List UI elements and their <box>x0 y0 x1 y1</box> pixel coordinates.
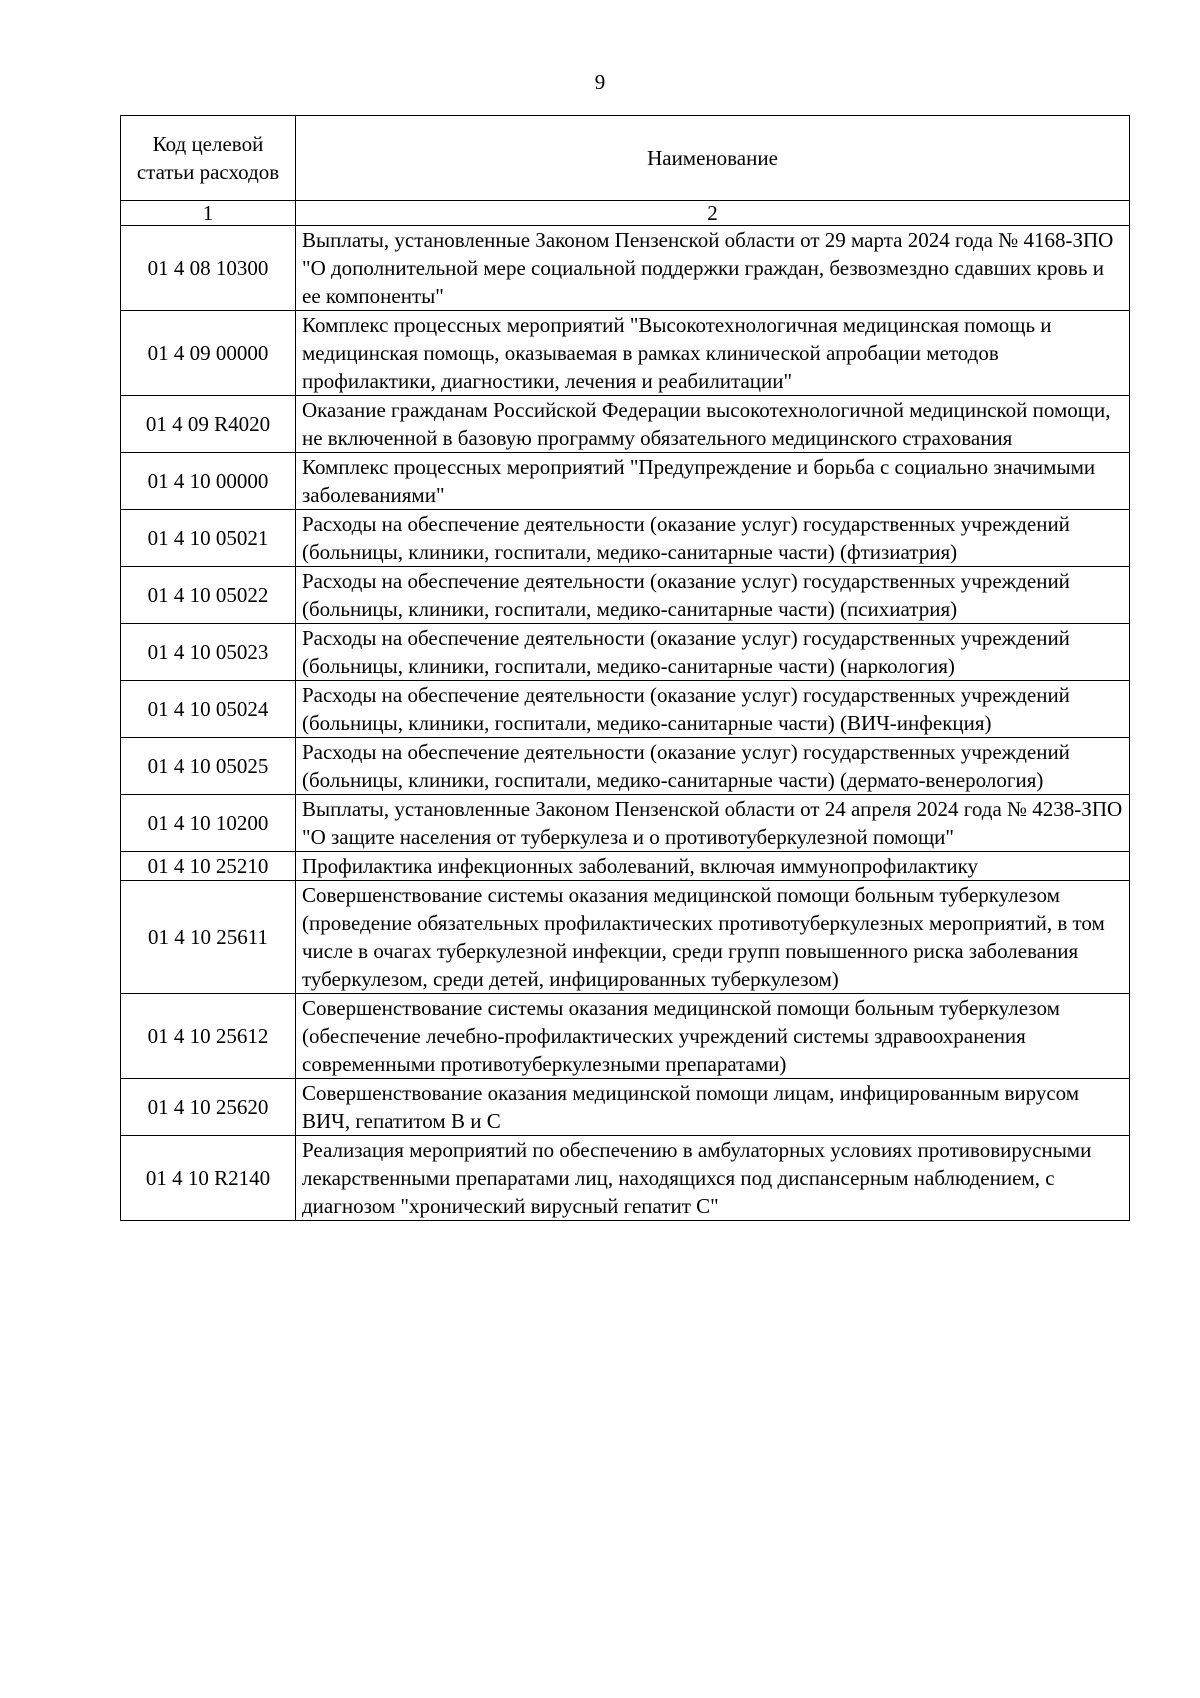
row-name: Совершенствование системы оказания медицинской помощи больным туберкулезом (проведение обязательных профилактических противотуберкулезных мероприятий, в том числе в очагах туберкулезной инфекции, среди групп повышенного риска заболевания туберкулезом, среди детей, инфицированных туберкулезом) <box>296 881 1130 994</box>
row-code: 01 4 10 25620 <box>121 1079 296 1136</box>
row-name: Комплекс процессных мероприятий "Высокотехнологичная медицинская помощь и медицинская помощь, оказываемая в рамках клинической апробации методов профилактики, диагностики, лечения и реабилитации" <box>296 311 1130 396</box>
row-code: 01 4 10 25611 <box>121 881 296 994</box>
row-name: Расходы на обеспечение деятельности (оказание услуг) государственных учреждений (больницы, клиники, госпитали, медико-санитарные части) (дермато-венерология) <box>296 738 1130 795</box>
row-code: 01 4 10 10200 <box>121 795 296 852</box>
table-row <box>121 994 1130 1079</box>
row-code: 01 4 10 05023 <box>121 624 296 681</box>
row-code: 01 4 10 00000 <box>121 453 296 510</box>
table-row <box>121 510 1130 567</box>
row-name: Выплаты, установленные Законом Пензенской области от 24 апреля 2024 года № 4238-ЗПО "О защите населения от туберкулеза и о противотуберкулезной помощи" <box>296 795 1130 852</box>
row-name: Профилактика инфекционных заболеваний, включая иммунопрофилактику <box>296 852 1130 881</box>
table-header-row <box>121 116 1130 201</box>
row-code: 01 4 10 R2140 <box>121 1136 296 1221</box>
row-name: Расходы на обеспечение деятельности (оказание услуг) государственных учреждений (больницы, клиники, госпитали, медико-санитарные части) (фтизиатрия) <box>296 510 1130 567</box>
row-name: Комплекс процессных мероприятий "Предупреждение и борьба с социально значимыми заболеваниями" <box>296 453 1130 510</box>
row-code: 01 4 10 05025 <box>121 738 296 795</box>
table-row <box>121 1136 1130 1221</box>
table-row <box>121 311 1130 396</box>
table-row <box>121 852 1130 881</box>
row-code: 01 4 10 05021 <box>121 510 296 567</box>
table-row <box>121 567 1130 624</box>
row-name: Совершенствование системы оказания медицинской помощи больным туберкулезом (обеспечение лечебно-профилактических учреждений системы здравоохранения современными противотуберкулезными препаратами) <box>296 994 1130 1079</box>
table-row <box>121 738 1130 795</box>
table-row <box>121 681 1130 738</box>
table-row <box>121 795 1130 852</box>
column-number-1: 1 <box>121 201 296 226</box>
table-row <box>121 453 1130 510</box>
row-name: Расходы на обеспечение деятельности (оказание услуг) государственных учреждений (больницы, клиники, госпитали, медико-санитарные части) (психиатрия) <box>296 567 1130 624</box>
header-name-column: Наименование <box>296 116 1130 201</box>
table-row <box>121 1079 1130 1136</box>
row-code: 01 4 10 05022 <box>121 567 296 624</box>
table-row <box>121 226 1130 311</box>
row-name: Оказание гражданам Российской Федерации высокотехнологичной медицинской помощи, не включенной в базовую программу обязательного медицинского страхования <box>296 396 1130 453</box>
budget-classification-table <box>120 115 1130 1221</box>
column-number-row <box>121 201 1130 226</box>
table-row <box>121 881 1130 994</box>
row-code: 01 4 10 25210 <box>121 852 296 881</box>
row-name: Расходы на обеспечение деятельности (оказание услуг) государственных учреждений (больницы, клиники, госпитали, медико-санитарные части) (наркология) <box>296 624 1130 681</box>
row-code: 01 4 09 R4020 <box>121 396 296 453</box>
row-name: Расходы на обеспечение деятельности (оказание услуг) государственных учреждений (больницы, клиники, госпитали, медико-санитарные части) (ВИЧ-инфекция) <box>296 681 1130 738</box>
row-code: 01 4 10 25612 <box>121 994 296 1079</box>
row-name: Совершенствование оказания медицинской помощи лицам, инфицированным вирусом ВИЧ, гепатитом В и С <box>296 1079 1130 1136</box>
page-number: 9 <box>594 70 606 94</box>
row-code: 01 4 10 05024 <box>121 681 296 738</box>
row-name: Реализация мероприятий по обеспечению в амбулаторных условиях противовирусными лекарственными препаратами лиц, находящихся под диспансерным наблюдением, с диагнозом "хронический вирусный гепатит С" <box>296 1136 1130 1221</box>
row-name: Выплаты, установленные Законом Пензенской области от 29 марта 2024 года № 4168-ЗПО "О дополнительной мере социальной поддержки граждан, безвозмездно сдавших кровь и ее компоненты" <box>296 226 1130 311</box>
row-code: 01 4 08 10300 <box>121 226 296 311</box>
column-number-2: 2 <box>296 201 1130 226</box>
row-code: 01 4 09 00000 <box>121 311 296 396</box>
table-row <box>121 624 1130 681</box>
table-row <box>121 396 1130 453</box>
header-code-column: Код целевой статьи расходов <box>121 116 296 201</box>
